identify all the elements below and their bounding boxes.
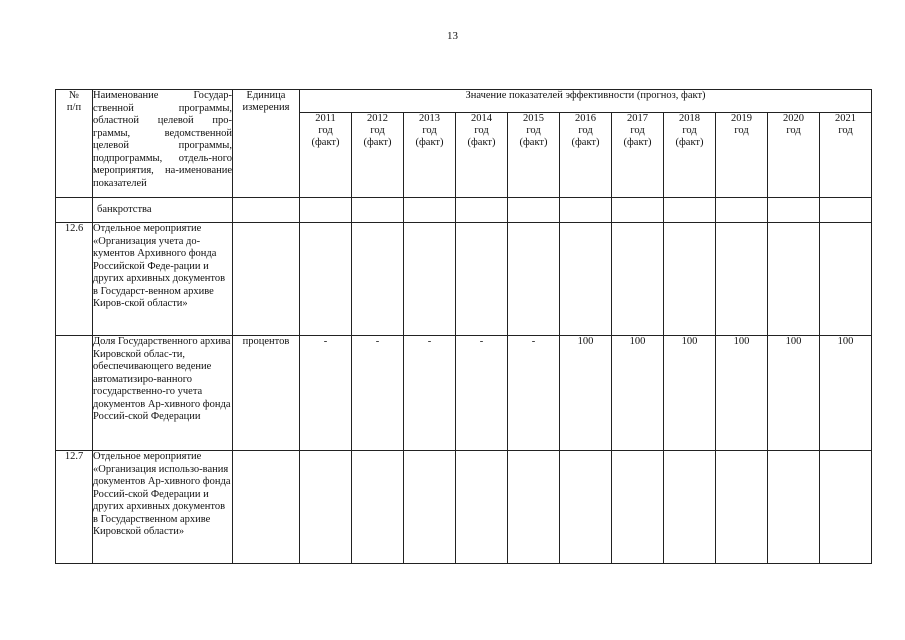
header-year-2: 2013 год (факт): [404, 113, 456, 198]
row-name: Отдельное мероприятие «Организация учета до-кументов Архивного фонда Российской Феде-рации и других архивных документов в Государст-венном архиве Киров-ской области»: [93, 223, 233, 336]
row-number: [56, 336, 93, 451]
row-unit: [233, 198, 300, 223]
value-cell-3: -: [456, 336, 508, 451]
value-cell-9: 100: [768, 336, 820, 451]
value-cell-6: [612, 198, 664, 223]
value-cell-4: [508, 451, 560, 564]
page-number: 13: [447, 30, 458, 42]
header-year-5: 2016 год (факт): [560, 113, 612, 198]
header-unit-text: Единица измерения: [242, 90, 290, 113]
header-values-group: Значение показателей эффективности (прогноз, факт): [300, 90, 872, 113]
table-body: [56, 198, 872, 564]
header-year-9: 2020 год: [768, 113, 820, 198]
row-name: Доля Государственного архива Кировской облас-ти, обеспечивающего ведение автоматизиро-ванного государственно-го учета документов Ар-хивного фонда Россий-ской Федерации: [93, 336, 233, 451]
value-cell-5: [560, 451, 612, 564]
value-cell-2: [404, 451, 456, 564]
value-cell-5: [560, 198, 612, 223]
header-year-10: 2021 год: [820, 113, 872, 198]
value-cell-9: [768, 451, 820, 564]
header-num: [56, 90, 93, 198]
header-year-8: 2019 год: [716, 113, 768, 198]
header-year-3: 2014 год (факт): [456, 113, 508, 198]
value-cell-10: [820, 198, 872, 223]
value-cell-3: [456, 223, 508, 336]
value-cell-9: [768, 198, 820, 223]
value-cell-2: [404, 223, 456, 336]
value-cell-4: -: [508, 336, 560, 451]
header-year-0: 2011 год (факт): [300, 113, 352, 198]
header-num-text: № п/п: [66, 90, 82, 113]
row-number: 12.6: [56, 223, 93, 336]
row-number: 12.7: [56, 451, 93, 564]
value-cell-4: [508, 223, 560, 336]
value-cell-2: -: [404, 336, 456, 451]
value-cell-3: [456, 198, 508, 223]
value-cell-7: [664, 451, 716, 564]
value-cell-6: 100: [612, 336, 664, 451]
row-unit: процентов: [233, 336, 300, 451]
header-year-6: 2017 год (факт): [612, 113, 664, 198]
row-unit: [233, 223, 300, 336]
value-cell-2: [404, 198, 456, 223]
value-cell-4: [508, 198, 560, 223]
value-cell-1: [352, 451, 404, 564]
header-year-4: 2015 год (факт): [508, 113, 560, 198]
value-cell-0: [300, 451, 352, 564]
table-row: [56, 223, 872, 336]
row-unit: [233, 451, 300, 564]
performance-indicators-table: [55, 89, 872, 564]
value-cell-7: [664, 223, 716, 336]
header-year-7: 2018 год (факт): [664, 113, 716, 198]
value-cell-6: [612, 451, 664, 564]
value-cell-3: [456, 451, 508, 564]
value-cell-1: [352, 223, 404, 336]
header-year-1: 2012 год (факт): [352, 113, 404, 198]
value-cell-6: [612, 223, 664, 336]
value-cell-9: [768, 223, 820, 336]
value-cell-10: [820, 451, 872, 564]
row-name: банкротства: [93, 198, 233, 223]
value-cell-1: -: [352, 336, 404, 451]
value-cell-7: [664, 198, 716, 223]
value-cell-5: 100: [560, 336, 612, 451]
value-cell-8: [716, 451, 768, 564]
value-cell-8: [716, 223, 768, 336]
table-row: [56, 451, 872, 564]
header-name-text: Наименование Государ-ственной программы, областной целевой про-граммы, ведомственной целевой программы, подпрограммы, отдель-ного мероприятия, на-именование показателей: [93, 90, 232, 189]
value-cell-0: -: [300, 336, 352, 451]
table-row: [56, 336, 872, 451]
row-name: Отдельное мероприятие «Организация использо-вания документов Ар-хивного фонда Россий-ской Федерации и других архивных документов в Государственном архиве Кировской области»: [93, 451, 233, 564]
row-number: [56, 198, 93, 223]
value-cell-10: 100: [820, 336, 872, 451]
value-cell-5: [560, 223, 612, 336]
table-row: [56, 198, 872, 223]
value-cell-0: [300, 223, 352, 336]
value-cell-10: [820, 223, 872, 336]
value-cell-8: 100: [716, 336, 768, 451]
value-cell-8: [716, 198, 768, 223]
header-unit: [233, 90, 300, 198]
header-name: [93, 90, 233, 198]
value-cell-7: 100: [664, 336, 716, 451]
value-cell-0: [300, 198, 352, 223]
value-cell-1: [352, 198, 404, 223]
